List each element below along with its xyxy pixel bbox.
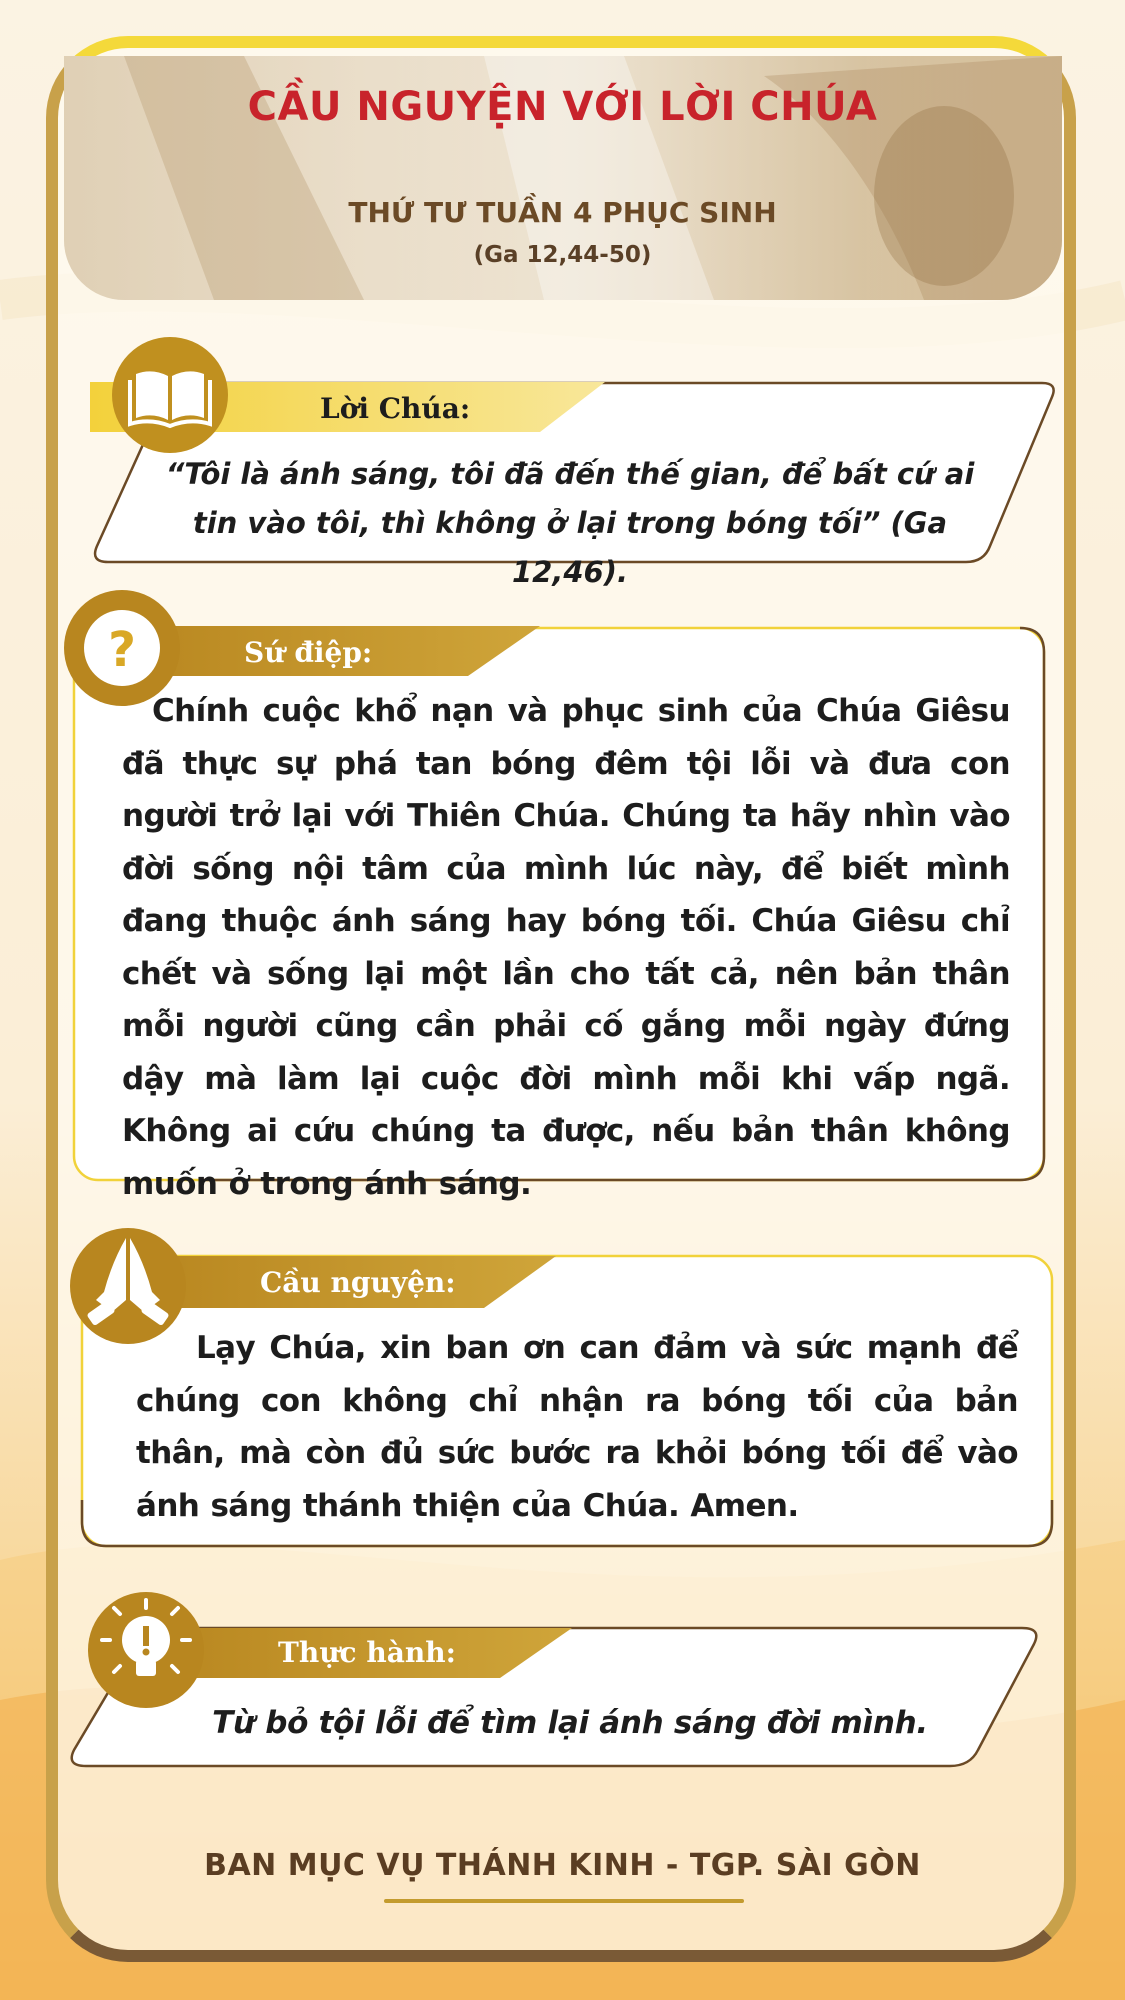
liturgical-day: THỨ TƯ TUẦN 4 PHỤC SINH	[348, 196, 777, 229]
practice-text: Từ bỏ tội lỗi để tìm lại ánh sáng đời mình.	[212, 1705, 928, 1741]
practice-label: Thực hành:	[278, 1636, 456, 1669]
prayer-text: Lạy Chúa, xin ban ơn can đảm và sức mạnh để chúng con không chỉ nhận ra bóng tối của bản thân, mà còn đủ sức bước ra khỏi bóng tối để vào ánh sáng thánh thiện của Chúa. Amen.	[136, 1330, 1018, 1524]
message-text: Chính cuộc khổ nạn và phục sinh của Chúa Giêsu đã thực sự phá tan bóng đêm tội lỗi và đưa con người trở lại với Thiên Chúa. Chúng ta hãy nhìn vào đời sống nội tâm của mình lúc này, để biết mình đang thuộc ánh sáng hay bóng tối. Chúa Giêsu chỉ chết và sống lại một lần cho tất cả, nên bản thân mỗi người cũng cần phải cố gắng mỗi ngày đứng dậy mà làm lại cuộc đời mình mỗi khi vấp ngã. Không ai cứu chúng ta được, nếu bản thân không muốn ở trong ánh sáng.	[122, 693, 1010, 1202]
word-label: Lời Chúa:	[320, 392, 471, 425]
message-label: Sứ điệp:	[244, 636, 373, 669]
svg-text:?: ?	[108, 622, 136, 678]
footer-credit: BAN MỤC VỤ THÁNH KINH - TGP. SÀI GÒN	[204, 1848, 921, 1883]
scripture-reference: (Ga 12,44-50)	[473, 242, 652, 268]
word-quote: “Tôi là ánh sáng, tôi đã đến thế gian, để bất cứ ai tin vào tôi, thì không ở lại trong bóng tối” (Ga 12,46).	[165, 457, 975, 589]
prayer-label: Cầu nguyện:	[260, 1266, 456, 1299]
footer-underline	[384, 1899, 744, 1903]
lightbulb-icon	[88, 1592, 204, 1708]
page-title: CẦU NGUYỆN VỚI LỜI CHÚA	[247, 84, 878, 130]
open-book-icon	[112, 337, 228, 453]
